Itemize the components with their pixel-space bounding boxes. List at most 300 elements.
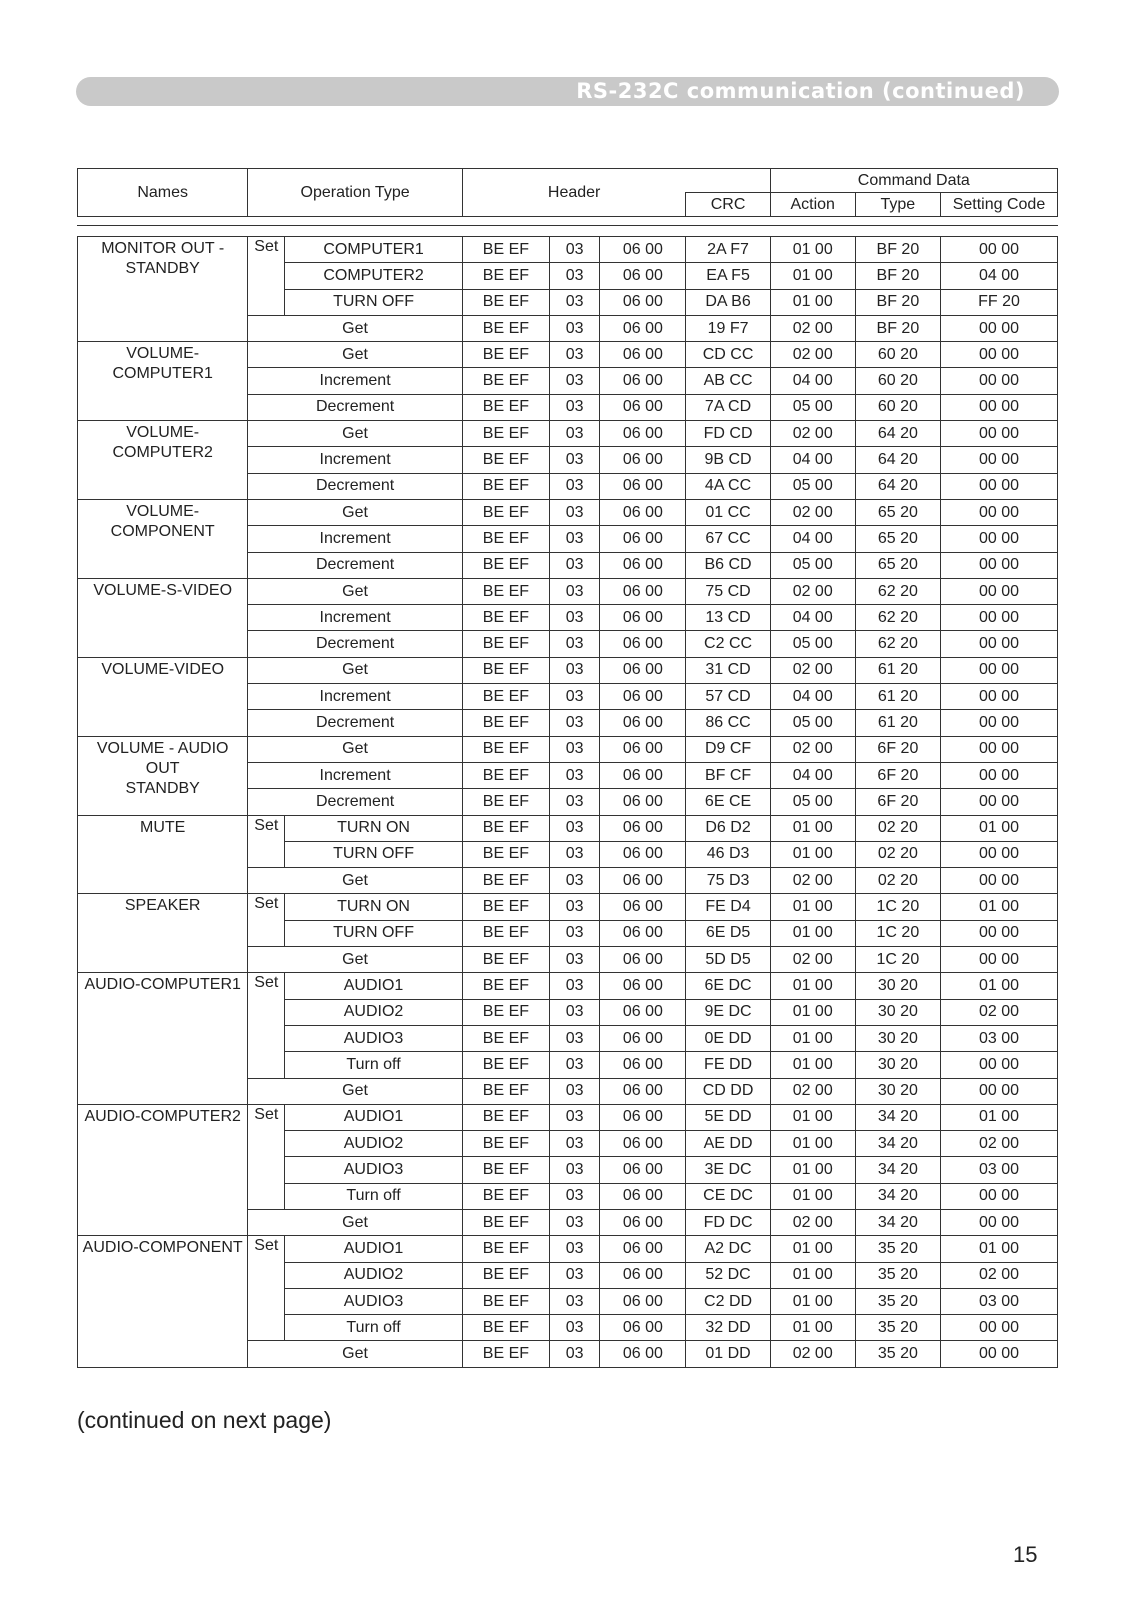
type-value: 61 20 bbox=[855, 684, 940, 710]
header-byte-2: 03 bbox=[550, 1236, 600, 1262]
action-value: 01 00 bbox=[770, 920, 855, 946]
setting-code-value: 00 00 bbox=[940, 394, 1057, 420]
col-operation-type-header: Operation Type bbox=[248, 169, 462, 217]
set-label: Set bbox=[248, 894, 285, 947]
type-value: 30 20 bbox=[855, 1078, 940, 1104]
set-label: Set bbox=[248, 1104, 285, 1209]
crc-value: 01 DD bbox=[686, 1341, 770, 1367]
type-value: BF 20 bbox=[855, 263, 940, 289]
col-crc-header: CRC bbox=[686, 193, 770, 217]
type-value: 61 20 bbox=[855, 657, 940, 683]
command-name-line: SPEAKER bbox=[124, 897, 201, 915]
header-byte-2: 03 bbox=[550, 1157, 600, 1183]
setting-code-value: 00 00 bbox=[940, 421, 1057, 447]
header-byte-3: 06 00 bbox=[600, 526, 686, 552]
command-name-line: VOLUME- bbox=[126, 502, 200, 520]
section-banner bbox=[76, 77, 1059, 106]
table-row bbox=[78, 499, 1058, 525]
header-byte-1: BE EF bbox=[462, 684, 549, 710]
operation-type: Increment bbox=[248, 368, 462, 394]
action-value: 02 00 bbox=[770, 315, 855, 341]
table-row bbox=[78, 237, 1058, 263]
header-byte-3: 06 00 bbox=[600, 1315, 686, 1341]
action-value: 01 00 bbox=[770, 999, 855, 1025]
continued-note: (continued on next page) bbox=[77, 1407, 332, 1433]
operation-type: Get bbox=[248, 1078, 462, 1104]
header-byte-3: 06 00 bbox=[600, 578, 686, 604]
action-value: 02 00 bbox=[770, 1078, 855, 1104]
setting-code-value: 03 00 bbox=[940, 1288, 1057, 1314]
header-byte-1: BE EF bbox=[462, 394, 549, 420]
action-value: 04 00 bbox=[770, 684, 855, 710]
type-value: 60 20 bbox=[855, 394, 940, 420]
header-byte-1: BE EF bbox=[462, 789, 549, 815]
operation-type: Get bbox=[248, 947, 462, 973]
operation-type: Increment bbox=[248, 684, 462, 710]
table-row bbox=[78, 894, 1058, 920]
header-byte-1: BE EF bbox=[462, 1052, 549, 1078]
crc-value: D9 CF bbox=[686, 736, 770, 762]
action-value: 02 00 bbox=[770, 499, 855, 525]
header-byte-1: BE EF bbox=[462, 999, 549, 1025]
table-row bbox=[78, 1236, 1058, 1262]
type-value: 64 20 bbox=[855, 447, 940, 473]
operation-type: Get bbox=[248, 342, 462, 368]
header-byte-1: BE EF bbox=[462, 1262, 549, 1288]
type-value: BF 20 bbox=[855, 289, 940, 315]
action-value: 01 00 bbox=[770, 1104, 855, 1130]
header-byte-1: BE EF bbox=[462, 578, 549, 604]
header-byte-3: 06 00 bbox=[600, 447, 686, 473]
setting-code-value: 00 00 bbox=[940, 1315, 1057, 1341]
header-byte-3: 06 00 bbox=[600, 868, 686, 894]
type-value: 34 20 bbox=[855, 1157, 940, 1183]
header-byte-2: 03 bbox=[550, 710, 600, 736]
type-value: 6F 20 bbox=[855, 736, 940, 762]
setting-code-value: 00 00 bbox=[940, 1052, 1057, 1078]
header-byte-1: BE EF bbox=[462, 815, 549, 841]
header-byte-1: BE EF bbox=[462, 368, 549, 394]
setting-code-value: 00 00 bbox=[940, 762, 1057, 788]
crc-value: AB CC bbox=[686, 368, 770, 394]
action-value: 02 00 bbox=[770, 1341, 855, 1367]
operation-type: TURN OFF bbox=[285, 920, 463, 946]
header-spacer bbox=[686, 169, 770, 193]
setting-code-value: 00 00 bbox=[940, 237, 1057, 263]
header-byte-3: 06 00 bbox=[600, 1131, 686, 1157]
header-byte-1: BE EF bbox=[462, 1315, 549, 1341]
header-byte-3: 06 00 bbox=[600, 657, 686, 683]
type-value: 34 20 bbox=[855, 1104, 940, 1130]
type-value: 02 20 bbox=[855, 841, 940, 867]
header-byte-2: 03 bbox=[550, 947, 600, 973]
type-value: 35 20 bbox=[855, 1236, 940, 1262]
type-value: 30 20 bbox=[855, 999, 940, 1025]
command-name-line: COMPONENT bbox=[110, 522, 215, 540]
header-byte-1: BE EF bbox=[462, 447, 549, 473]
action-value: 01 00 bbox=[770, 289, 855, 315]
header-byte-2: 03 bbox=[550, 1262, 600, 1288]
header-byte-2: 03 bbox=[550, 394, 600, 420]
header-byte-2: 03 bbox=[550, 342, 600, 368]
operation-type: Get bbox=[248, 736, 462, 762]
command-name-line: STANDBY bbox=[125, 260, 200, 277]
operation-type: Decrement bbox=[248, 394, 462, 420]
header-byte-2: 03 bbox=[550, 1288, 600, 1314]
header-byte-1: BE EF bbox=[462, 1078, 549, 1104]
type-value: 1C 20 bbox=[855, 920, 940, 946]
header-byte-1: BE EF bbox=[462, 237, 549, 263]
crc-value: 2A F7 bbox=[686, 237, 770, 263]
header-byte-1: BE EF bbox=[462, 657, 549, 683]
command-name-line: MONITOR OUT - bbox=[101, 240, 225, 257]
operation-type: Turn off bbox=[285, 1183, 463, 1209]
setting-code-value: 00 00 bbox=[940, 499, 1057, 525]
action-value: 05 00 bbox=[770, 552, 855, 578]
header-byte-3: 06 00 bbox=[600, 421, 686, 447]
header-byte-2: 03 bbox=[550, 237, 600, 263]
type-value: 6F 20 bbox=[855, 762, 940, 788]
type-value: 6F 20 bbox=[855, 789, 940, 815]
header-byte-3: 06 00 bbox=[600, 605, 686, 631]
command-table bbox=[77, 236, 1058, 1368]
command-name-line: AUDIO-COMPONENT bbox=[82, 1239, 243, 1257]
action-value: 01 00 bbox=[770, 263, 855, 289]
crc-value: 6E CE bbox=[686, 789, 770, 815]
set-label: Set bbox=[248, 815, 285, 868]
header-byte-1: BE EF bbox=[462, 947, 549, 973]
command-name bbox=[78, 342, 248, 421]
col-header-header: Header bbox=[462, 169, 686, 217]
action-value: 04 00 bbox=[770, 526, 855, 552]
type-value: 65 20 bbox=[855, 552, 940, 578]
action-value: 02 00 bbox=[770, 578, 855, 604]
header-byte-3: 06 00 bbox=[600, 1262, 686, 1288]
action-value: 01 00 bbox=[770, 237, 855, 263]
setting-code-value: 03 00 bbox=[940, 1025, 1057, 1051]
header-byte-2: 03 bbox=[550, 762, 600, 788]
header-byte-3: 06 00 bbox=[600, 289, 686, 315]
type-value: 30 20 bbox=[855, 973, 940, 999]
action-value: 01 00 bbox=[770, 1025, 855, 1051]
header-byte-2: 03 bbox=[550, 920, 600, 946]
setting-code-value: 00 00 bbox=[940, 736, 1057, 762]
setting-code-value: 03 00 bbox=[940, 1157, 1057, 1183]
command-name-line: VOLUME - AUDIO OUT bbox=[96, 739, 229, 777]
header-byte-3: 06 00 bbox=[600, 1209, 686, 1235]
setting-code-value: 00 00 bbox=[940, 473, 1057, 499]
type-value: 62 20 bbox=[855, 631, 940, 657]
action-value: 01 00 bbox=[770, 1262, 855, 1288]
action-value: 04 00 bbox=[770, 605, 855, 631]
header-byte-3: 06 00 bbox=[600, 920, 686, 946]
command-name-line: VOLUME-VIDEO bbox=[101, 660, 225, 678]
operation-type: AUDIO1 bbox=[285, 1104, 463, 1130]
crc-value: C2 CC bbox=[686, 631, 770, 657]
action-value: 01 00 bbox=[770, 1183, 855, 1209]
operation-type: AUDIO1 bbox=[285, 973, 463, 999]
crc-value: 46 D3 bbox=[686, 841, 770, 867]
type-value: 35 20 bbox=[855, 1315, 940, 1341]
header-byte-1: BE EF bbox=[462, 1025, 549, 1051]
header-byte-2: 03 bbox=[550, 894, 600, 920]
crc-value: FE D4 bbox=[686, 894, 770, 920]
setting-code-value: 01 00 bbox=[940, 973, 1057, 999]
setting-code-value: 00 00 bbox=[940, 631, 1057, 657]
action-value: 01 00 bbox=[770, 1315, 855, 1341]
header-byte-3: 06 00 bbox=[600, 710, 686, 736]
header-byte-2: 03 bbox=[550, 1315, 600, 1341]
header-byte-2: 03 bbox=[550, 578, 600, 604]
header-byte-2: 03 bbox=[550, 421, 600, 447]
crc-value: A2 DC bbox=[686, 1236, 770, 1262]
header-byte-2: 03 bbox=[550, 815, 600, 841]
header-byte-2: 03 bbox=[550, 789, 600, 815]
action-value: 04 00 bbox=[770, 447, 855, 473]
operation-type: Increment bbox=[248, 762, 462, 788]
setting-code-value: 02 00 bbox=[940, 1262, 1057, 1288]
setting-code-value: 00 00 bbox=[940, 841, 1057, 867]
command-name bbox=[78, 578, 248, 657]
header-byte-2: 03 bbox=[550, 1131, 600, 1157]
command-name-line: VOLUME- bbox=[126, 345, 200, 363]
header-byte-1: BE EF bbox=[462, 263, 549, 289]
header-byte-1: BE EF bbox=[462, 841, 549, 867]
section-title: RS-232C communication (continued) bbox=[576, 79, 1025, 103]
header-byte-1: BE EF bbox=[462, 894, 549, 920]
header-byte-3: 06 00 bbox=[600, 947, 686, 973]
action-value: 05 00 bbox=[770, 789, 855, 815]
header-byte-1: BE EF bbox=[462, 1341, 549, 1367]
header-byte-3: 06 00 bbox=[600, 263, 686, 289]
crc-value: 01 CC bbox=[686, 499, 770, 525]
header-byte-1: BE EF bbox=[462, 1236, 549, 1262]
set-label: Set bbox=[248, 973, 285, 1078]
action-value: 02 00 bbox=[770, 868, 855, 894]
operation-type: Decrement bbox=[248, 631, 462, 657]
header-byte-1: BE EF bbox=[462, 315, 549, 341]
crc-value: 7A CD bbox=[686, 394, 770, 420]
action-value: 05 00 bbox=[770, 631, 855, 657]
command-name bbox=[78, 1104, 248, 1235]
header-byte-3: 06 00 bbox=[600, 1183, 686, 1209]
crc-value: 86 CC bbox=[686, 710, 770, 736]
header-byte-1: BE EF bbox=[462, 762, 549, 788]
table-row bbox=[78, 421, 1058, 447]
header-byte-2: 03 bbox=[550, 973, 600, 999]
crc-value: 6E DC bbox=[686, 973, 770, 999]
type-value: 65 20 bbox=[855, 499, 940, 525]
crc-value: 67 CC bbox=[686, 526, 770, 552]
command-name bbox=[78, 499, 248, 578]
header-byte-1: BE EF bbox=[462, 1183, 549, 1209]
setting-code-value: 00 00 bbox=[940, 710, 1057, 736]
operation-type: AUDIO2 bbox=[285, 999, 463, 1025]
type-value: 65 20 bbox=[855, 526, 940, 552]
set-label: Set bbox=[248, 1236, 285, 1341]
setting-code-value: 00 00 bbox=[940, 368, 1057, 394]
header-byte-2: 03 bbox=[550, 1341, 600, 1367]
type-value: 35 20 bbox=[855, 1288, 940, 1314]
header-byte-1: BE EF bbox=[462, 973, 549, 999]
setting-code-value: 00 00 bbox=[940, 578, 1057, 604]
header-byte-2: 03 bbox=[550, 368, 600, 394]
crc-value: 75 D3 bbox=[686, 868, 770, 894]
table-row bbox=[78, 736, 1058, 762]
command-table-header bbox=[77, 168, 1058, 217]
header-byte-2: 03 bbox=[550, 289, 600, 315]
header-byte-3: 06 00 bbox=[600, 368, 686, 394]
crc-value: CD DD bbox=[686, 1078, 770, 1104]
header-byte-2: 03 bbox=[550, 999, 600, 1025]
table-row bbox=[78, 815, 1058, 841]
operation-type: TURN ON bbox=[285, 894, 463, 920]
command-name-line: AUDIO-COMPUTER2 bbox=[84, 1107, 241, 1125]
crc-value: EA F5 bbox=[686, 263, 770, 289]
action-value: 01 00 bbox=[770, 894, 855, 920]
type-value: 35 20 bbox=[855, 1341, 940, 1367]
crc-value: 5E DD bbox=[686, 1104, 770, 1130]
type-value: 64 20 bbox=[855, 473, 940, 499]
header-byte-1: BE EF bbox=[462, 1157, 549, 1183]
action-value: 04 00 bbox=[770, 368, 855, 394]
header-byte-2: 03 bbox=[550, 1025, 600, 1051]
header-byte-3: 06 00 bbox=[600, 631, 686, 657]
action-value: 01 00 bbox=[770, 973, 855, 999]
setting-code-value: 00 00 bbox=[940, 1209, 1057, 1235]
crc-value: FD CD bbox=[686, 421, 770, 447]
header-byte-2: 03 bbox=[550, 657, 600, 683]
header-byte-2: 03 bbox=[550, 315, 600, 341]
type-value: 34 20 bbox=[855, 1209, 940, 1235]
action-value: 02 00 bbox=[770, 657, 855, 683]
command-name bbox=[78, 237, 248, 342]
header-byte-2: 03 bbox=[550, 526, 600, 552]
crc-value: DA B6 bbox=[686, 289, 770, 315]
crc-value: BF CF bbox=[686, 762, 770, 788]
action-value: 02 00 bbox=[770, 736, 855, 762]
header-byte-1: BE EF bbox=[462, 710, 549, 736]
operation-type: Increment bbox=[248, 526, 462, 552]
col-names-header: Names bbox=[78, 169, 248, 217]
header-byte-2: 03 bbox=[550, 736, 600, 762]
header-byte-2: 03 bbox=[550, 473, 600, 499]
operation-type: AUDIO3 bbox=[285, 1288, 463, 1314]
command-name bbox=[78, 1236, 248, 1367]
header-byte-1: BE EF bbox=[462, 1209, 549, 1235]
command-name bbox=[78, 815, 248, 894]
type-value: 1C 20 bbox=[855, 947, 940, 973]
setting-code-value: 02 00 bbox=[940, 999, 1057, 1025]
action-value: 01 00 bbox=[770, 1052, 855, 1078]
setting-code-value: 00 00 bbox=[940, 947, 1057, 973]
col-type-header: Type bbox=[855, 193, 940, 217]
action-value: 04 00 bbox=[770, 762, 855, 788]
type-value: 60 20 bbox=[855, 342, 940, 368]
crc-value: 31 CD bbox=[686, 657, 770, 683]
header-byte-3: 06 00 bbox=[600, 999, 686, 1025]
setting-code-value: 00 00 bbox=[940, 342, 1057, 368]
crc-value: 32 DD bbox=[686, 1315, 770, 1341]
set-label: Set bbox=[248, 237, 285, 316]
setting-code-value: 00 00 bbox=[940, 684, 1057, 710]
header-byte-3: 06 00 bbox=[600, 1288, 686, 1314]
operation-type: Get bbox=[248, 315, 462, 341]
type-value: 02 20 bbox=[855, 868, 940, 894]
operation-type: AUDIO3 bbox=[285, 1025, 463, 1051]
header-byte-1: BE EF bbox=[462, 342, 549, 368]
command-name-line: COMPUTER1 bbox=[112, 365, 213, 383]
setting-code-value: 00 00 bbox=[940, 789, 1057, 815]
setting-code-value: 00 00 bbox=[940, 315, 1057, 341]
header-byte-3: 06 00 bbox=[600, 736, 686, 762]
table-row bbox=[78, 1104, 1058, 1130]
type-value: 62 20 bbox=[855, 578, 940, 604]
header-byte-1: BE EF bbox=[462, 1131, 549, 1157]
table-row bbox=[78, 973, 1058, 999]
header-byte-3: 06 00 bbox=[600, 973, 686, 999]
operation-type: Decrement bbox=[248, 552, 462, 578]
operation-type: Get bbox=[248, 657, 462, 683]
operation-type: AUDIO1 bbox=[285, 1236, 463, 1262]
action-value: 02 00 bbox=[770, 947, 855, 973]
header-byte-1: BE EF bbox=[462, 499, 549, 525]
action-value: 01 00 bbox=[770, 1236, 855, 1262]
header-byte-1: BE EF bbox=[462, 631, 549, 657]
operation-type: AUDIO3 bbox=[285, 1157, 463, 1183]
setting-code-value: FF 20 bbox=[940, 289, 1057, 315]
setting-code-value: 00 00 bbox=[940, 552, 1057, 578]
action-value: 05 00 bbox=[770, 394, 855, 420]
action-value: 05 00 bbox=[770, 473, 855, 499]
table-row bbox=[78, 578, 1058, 604]
header-byte-2: 03 bbox=[550, 1209, 600, 1235]
setting-code-value: 01 00 bbox=[940, 1104, 1057, 1130]
crc-value: CE DC bbox=[686, 1183, 770, 1209]
type-value: 64 20 bbox=[855, 421, 940, 447]
crc-value: 9E DC bbox=[686, 999, 770, 1025]
operation-type: TURN OFF bbox=[285, 289, 463, 315]
operation-type: Get bbox=[248, 578, 462, 604]
operation-type: TURN OFF bbox=[285, 841, 463, 867]
header-byte-3: 06 00 bbox=[600, 1078, 686, 1104]
header-byte-1: BE EF bbox=[462, 868, 549, 894]
action-value: 02 00 bbox=[770, 1209, 855, 1235]
crc-value: B6 CD bbox=[686, 552, 770, 578]
operation-type: COMPUTER2 bbox=[285, 263, 463, 289]
crc-value: C2 DD bbox=[686, 1288, 770, 1314]
action-value: 02 00 bbox=[770, 421, 855, 447]
header-byte-1: BE EF bbox=[462, 289, 549, 315]
setting-code-value: 00 00 bbox=[940, 1341, 1057, 1367]
command-name-line: VOLUME-S-VIDEO bbox=[93, 581, 233, 599]
setting-code-value: 04 00 bbox=[940, 263, 1057, 289]
header-divider bbox=[77, 225, 1058, 226]
header-byte-1: BE EF bbox=[462, 920, 549, 946]
setting-code-value: 02 00 bbox=[940, 1131, 1057, 1157]
operation-type: TURN ON bbox=[285, 815, 463, 841]
setting-code-value: 00 00 bbox=[940, 868, 1057, 894]
header-byte-1: BE EF bbox=[462, 473, 549, 499]
action-value: 01 00 bbox=[770, 815, 855, 841]
header-byte-2: 03 bbox=[550, 1104, 600, 1130]
type-value: 34 20 bbox=[855, 1183, 940, 1209]
header-byte-3: 06 00 bbox=[600, 684, 686, 710]
header-byte-1: BE EF bbox=[462, 1104, 549, 1130]
type-value: 62 20 bbox=[855, 605, 940, 631]
header-byte-1: BE EF bbox=[462, 526, 549, 552]
setting-code-value: 00 00 bbox=[940, 1078, 1057, 1104]
